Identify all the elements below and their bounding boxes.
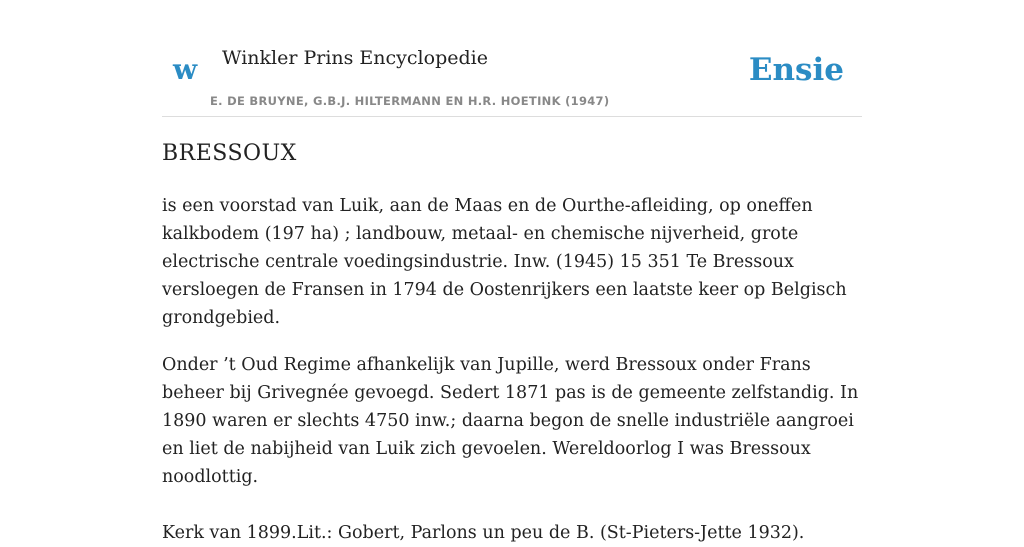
article <box>162 138 862 547</box>
article-paragraph: Onder ’t Oud Regime afhankelijk van Jupille, werd Bressoux onder Frans beheer bij Grivegnée gevoegd. Sedert 1871 pas is de gemeente zelfstandig. In 1890 waren er slechts 4750 inw.; daarna begon de snelle industriële aangroei en liet de nabijheid van Luik zich gevoelen. Wereldoorlog I was Bressoux noodlottig. <box>162 355 859 487</box>
ensie-logo[interactable]: Ensie <box>748 52 844 88</box>
article-paragraph: Kerk van 1899.Lit.: Gobert, Parlons un peu de B. (St-Pieters-Jette 1932). <box>162 523 805 543</box>
publication-title[interactable]: Winkler Prins Encyclopedie <box>222 47 488 69</box>
publication-authors: E. DE BRUYNE, G.B.J. HILTERMANN EN H.R. HOETINK (1947) <box>210 94 610 108</box>
article-paragraph: is een voorstad van Luik, aan de Maas en de Ourthe-afleiding, op oneffen kalkbodem (197 ha) ; landbouw, metaal- en chemische nijverheid, grote electrische centrale voedingsindustrie. Inw. (1945) 15 351 Te Bressoux versloegen de Fransen in 1794 de Oostenrijkers een laatste keer op Belgisch grondgebied. <box>162 196 847 328</box>
article-headword: BRESSOUX <box>162 141 297 166</box>
site-header <box>162 40 862 117</box>
publication-logo[interactable]: w <box>173 53 198 86</box>
